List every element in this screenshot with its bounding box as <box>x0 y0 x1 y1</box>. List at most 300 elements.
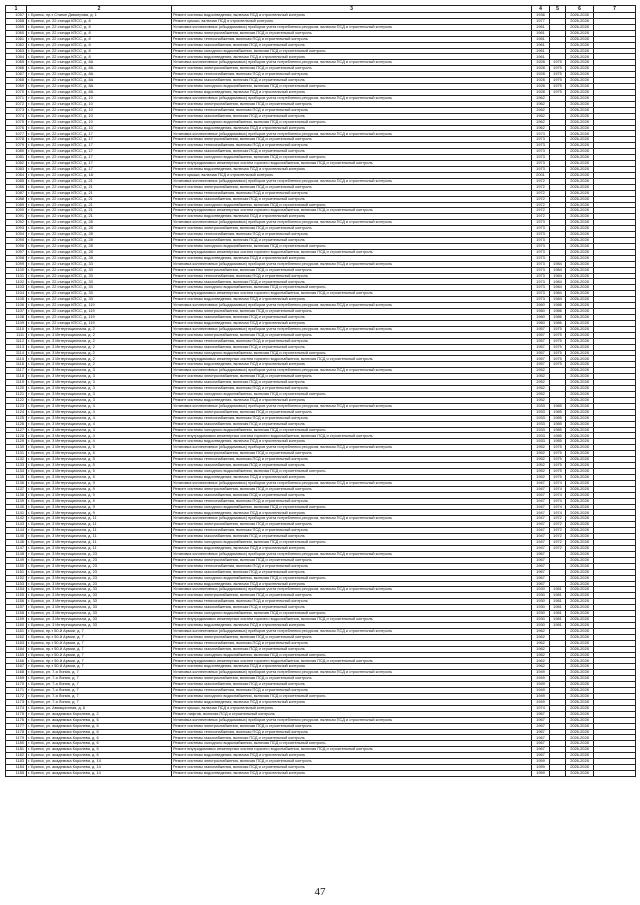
work-type-cell: Ремонт системы холодного водоснабжения, включая ПСД и строительный контроль <box>172 48 532 54</box>
work-type-cell: Установка коллективных (общедомовых) приборов учета потребления ресурсов, включая ПСД и строительный контроль <box>172 628 532 634</box>
column-number: 3 <box>172 6 532 13</box>
overhaul-year-cell: 1975 <box>550 84 566 90</box>
overhaul-year-cell: 1974 <box>550 504 566 510</box>
period-cell: 2026-2028 <box>566 563 594 569</box>
row-number: 1063 <box>6 48 27 54</box>
work-type-cell: Установка коллективных (общедомовых) приборов учета потребления ресурсов, включая ПСД и строительный контроль <box>172 326 532 332</box>
period-cell: 2026-2028 <box>566 66 594 72</box>
address-cell: г. Брянск, ул. 7-я Линия, д. 7 <box>27 676 172 682</box>
build-year-cell: 1959 <box>532 759 550 765</box>
address-cell: г. Брянск, ул. академика Королева, д. 6 <box>27 717 172 723</box>
work-type-cell: Ремонт системы электроснабжения, включая ПСД и строительный контроль <box>172 101 532 107</box>
work-type-cell: Установка коллективных (общедомовых) приборов учета потребления ресурсов, включая ПСД и строительный контроль <box>172 445 532 451</box>
build-year-cell: 1933 <box>532 409 550 415</box>
work-type-cell: Ремонт системы теплоснабжения, включая ПСД и строительный контроль <box>172 273 532 279</box>
address-cell: г. Брянск, ул. 22 съезда КПСС, д. 8 <box>27 18 172 24</box>
build-year-cell: 1973 <box>532 131 550 137</box>
row-number: 1157 <box>6 605 27 611</box>
overhaul-year-cell: 1981 <box>550 611 566 617</box>
period-cell: 2026-2028 <box>566 652 594 658</box>
work-type-cell: Ремонт системы теплоснабжения, включая ПСД и строительный контроль <box>172 107 532 113</box>
overhaul-year-cell: 1975 <box>550 332 566 338</box>
period-cell: 2026-2028 <box>566 397 594 403</box>
period-cell: 2026-2028 <box>566 392 594 398</box>
build-year-cell: 1961 <box>532 24 550 30</box>
period-cell: 2026-2028 <box>566 42 594 48</box>
address-cell: г. Брянск, пр-т 50-й Армии, д. 7 <box>27 664 172 670</box>
work-type-cell: Установка коллективных (общедомовых) приборов учета потребления ресурсов, включая ПСД и строительный контроль <box>172 551 532 557</box>
row-number: 1081 <box>6 155 27 161</box>
overhaul-year-cell: 1986 <box>550 315 566 321</box>
work-type-cell: Ремонт системы газоснабжения, включая ПСД и строительный контроль <box>172 492 532 498</box>
overhaul-year-cell: 1975 <box>550 326 566 332</box>
address-cell: г. Брянск, ул. 3 Интернационала, д. 2 <box>27 326 172 332</box>
address-cell: г. Брянск, ул. 3 Интернационала, д. 4 <box>27 403 172 409</box>
row-number: 1180 <box>6 741 27 747</box>
row-number: 1106 <box>6 303 27 309</box>
work-type-cell: Ремонт системы водоотведения, включая ПСД и строительный контроль <box>172 166 532 172</box>
row-number: 1170 <box>6 682 27 688</box>
address-cell: г. Брянск, ул. 3 Интернационала, д. 33 <box>27 622 172 628</box>
address-cell: г. Брянск, ул. 22 съезда КПСС, д. 119 <box>27 303 172 309</box>
period-cell: 2026-2028 <box>566 54 594 60</box>
build-year-cell: 1962 <box>532 640 550 646</box>
row-number: 1177 <box>6 723 27 729</box>
period-cell: 2026-2028 <box>566 332 594 338</box>
overhaul-year-cell: 1985 <box>550 415 566 421</box>
row-number: 1070 <box>6 89 27 95</box>
work-type-cell: Ремонт системы газоснабжения, включая ПСД и строительный контроль <box>172 735 532 741</box>
work-type-cell: Ремонт системы теплоснабжения, включая ПСД и строительный контроль <box>172 338 532 344</box>
overhaul-year-cell: 1975 <box>550 60 566 66</box>
work-type-cell: Установка коллективных (общедомовых) приборов учета потребления ресурсов, включая ПСД и строительный контроль <box>172 670 532 676</box>
period-cell: 2026-2028 <box>566 421 594 427</box>
period-cell: 2026-2028 <box>566 84 594 90</box>
work-type-cell: Ремонт системы электроснабжения, включая ПСД и строительный контроль <box>172 593 532 599</box>
overhaul-year-cell: 1986 <box>550 303 566 309</box>
row-number: 1159 <box>6 617 27 623</box>
work-type-cell: Ремонт внутридомовых инженерных систем горячего водоснабжения, включая ПСД и строительный контроль <box>172 161 532 167</box>
build-year-cell: 1952 <box>532 474 550 480</box>
period-cell: 2026-2028 <box>566 717 594 723</box>
build-year-cell: 1973 <box>532 261 550 267</box>
overhaul-year-cell: 1985 <box>550 421 566 427</box>
work-type-cell: Ремонт системы газоснабжения, включая ПСД и строительный контроль <box>172 765 532 771</box>
address-cell: г. Брянск, ул. 22 съезда КПСС, д. 17 <box>27 161 172 167</box>
period-cell: 2026-2028 <box>566 611 594 617</box>
work-type-cell: Ремонт системы водоотведения, включая ПСД и строительный контроль <box>172 510 532 516</box>
build-year-cell: 1947 <box>532 534 550 540</box>
period-cell: 2026-2028 <box>566 119 594 125</box>
build-year-cell: 1973 <box>532 232 550 238</box>
work-type-cell: Ремонт системы газоснабжения, включая ПСД и строительный контроль <box>172 238 532 244</box>
row-number: 1094 <box>6 232 27 238</box>
row-number: 1067 <box>6 72 27 78</box>
address-cell: г. Брянск, ул. академика Королева, д. 14 <box>27 765 172 771</box>
address-cell: г. Брянск, пр-т 50-й Армии, д. 7 <box>27 652 172 658</box>
work-type-cell: Ремонт системы электроснабжения, включая ПСД и строительный контроль <box>172 309 532 315</box>
row-number: 1082 <box>6 161 27 167</box>
build-year-cell: 1949 <box>532 676 550 682</box>
row-number: 1167 <box>6 664 27 670</box>
work-type-cell: Ремонт системы теплоснабжения, включая ПСД и строительный контроль <box>172 143 532 149</box>
period-cell: 2026-2028 <box>566 113 594 119</box>
period-cell: 2026-2028 <box>566 741 594 747</box>
work-type-cell: Ремонт системы водоотведения, включая ПСД и строительный контроль <box>172 297 532 303</box>
address-cell: г. Брянск, ул. 3 Интернационала, д. 3 <box>27 368 172 374</box>
address-cell: г. Брянск, ул. 22 съезда КПСС, д. 10 <box>27 95 172 101</box>
row-number: 1102 <box>6 279 27 285</box>
address-cell: г. Брянск, ул. 22 съезда КПСС, д. 8 <box>27 48 172 54</box>
address-cell: г. Брянск, ул. 22 съезда КПСС, д. 8А <box>27 78 172 84</box>
work-type-cell: Установка коллективных (общедомовых) приборов учета потребления ресурсов, включая ПСД и строительный контроль <box>172 516 532 522</box>
period-cell: 2026-2028 <box>566 694 594 700</box>
overhaul-year-cell: 1975 <box>550 66 566 72</box>
work-type-cell: Ремонт системы теплоснабжения, включая ПСД и строительный контроль <box>172 640 532 646</box>
work-type-cell: Ремонт системы газоснабжения, включая ПСД и строительный контроль <box>172 279 532 285</box>
build-year-cell: 1947 <box>532 540 550 546</box>
work-type-cell: Ремонт системы водоотведения, включая ПСД и строительный контроль <box>172 125 532 131</box>
row-number: 1127 <box>6 427 27 433</box>
overhaul-year-cell: 1975 <box>550 89 566 95</box>
work-type-cell: Ремонт системы теплоснабжения, включая ПСД и строительный контроль <box>172 36 532 42</box>
row-number: 1109 <box>6 320 27 326</box>
overhaul-year-cell: 1972 <box>550 540 566 546</box>
period-cell: 2026-2028 <box>566 24 594 30</box>
address-cell: г. Брянск, ул. 3 Интернационала, д. 4 <box>27 427 172 433</box>
period-cell: 2026-2028 <box>566 427 594 433</box>
repair-schedule-table <box>5 5 636 777</box>
period-cell: 2026-2028 <box>566 765 594 771</box>
address-cell: г. Брянск, ул. 3 Интернационала, д. 2 <box>27 338 172 344</box>
build-year-cell: 1961 <box>532 48 550 54</box>
build-year-cell: 1962 <box>532 664 550 670</box>
build-year-cell: 1952 <box>532 468 550 474</box>
period-cell: 2026-2028 <box>566 89 594 95</box>
period-cell: 2026-2028 <box>566 628 594 634</box>
build-year-cell: 1947 <box>532 504 550 510</box>
work-type-cell: Ремонт системы водоотведения, включая ПСД и строительный контроль <box>172 581 532 587</box>
address-cell: г. Брянск, ул. 3 Интернационала, д. 9 <box>27 510 172 516</box>
row-number: 1112 <box>6 338 27 344</box>
period-cell: 2026-2028 <box>566 451 594 457</box>
period-cell: 2026-2028 <box>566 480 594 486</box>
row-number: 1121 <box>6 392 27 398</box>
period-cell: 2026-2028 <box>566 48 594 54</box>
row-number: 1068 <box>6 78 27 84</box>
build-year-cell: 1967 <box>532 717 550 723</box>
address-cell: г. Брянск, ул. 22 съезда КПСС, д. 33 <box>27 279 172 285</box>
work-type-cell: Установка коллективных (общедомовых) приборов учета потребления ресурсов, включая ПСД и строительный контроль <box>172 480 532 486</box>
work-type-cell: Ремонт системы холодного водоснабжения, включая ПСД и строительный контроль <box>172 427 532 433</box>
row-number: 1165 <box>6 652 27 658</box>
work-type-cell: Ремонт системы газоснабжения, включая ПСД и строительный контроль <box>172 421 532 427</box>
work-type-cell: Ремонт внутридомовых инженерных систем горячего водоснабжения, включая ПСД и строительный контроль <box>172 249 532 255</box>
period-cell: 2026-2028 <box>566 155 594 161</box>
address-cell: г. Брянск, ул. 22 съезда КПСС, д. 33 <box>27 291 172 297</box>
period-cell: 2026-2028 <box>566 593 594 599</box>
build-year-cell: 1949 <box>532 670 550 676</box>
period-cell: 2026-2028 <box>566 569 594 575</box>
build-year-cell: 1957 <box>532 338 550 344</box>
row-number: 1074 <box>6 113 27 119</box>
work-type-cell: Ремонт системы водоотведения, включая ПСД и строительный контроль <box>172 771 532 777</box>
period-cell: 2026-2028 <box>566 243 594 249</box>
work-type-cell: Ремонт системы газоснабжения, включая ПСД и строительный контроль <box>172 534 532 540</box>
build-year-cell: 1957 <box>532 326 550 332</box>
work-type-cell: Ремонт системы холодного водоснабжения, включая ПСД и строительный контроль <box>172 504 532 510</box>
address-cell: г. Брянск, ул. 3 Интернационала, д. 23 <box>27 563 172 569</box>
address-cell: г. Брянск, ул. 3 Интернационала, д. 9 <box>27 498 172 504</box>
build-year-cell: 1928 <box>532 60 550 66</box>
work-type-cell: Ремонт системы газоснабжения, включая ПСД и строительный контроль <box>172 42 532 48</box>
build-year-cell: 1930 <box>532 622 550 628</box>
row-number: 1093 <box>6 226 27 232</box>
overhaul-year-cell: 1975 <box>550 356 566 362</box>
work-type-cell: Ремонт системы теплоснабжения, включая ПСД и строительный контроль <box>172 457 532 463</box>
build-year-cell: 1973 <box>532 267 550 273</box>
address-cell: г. Брянск, ул. 22 съезда КПСС, д. 28 <box>27 226 172 232</box>
row-number: 1135 <box>6 474 27 480</box>
period-cell: 2026-2028 <box>566 622 594 628</box>
address-cell: г. Брянск, ул. 22 съезда КПСС, д. 33 <box>27 261 172 267</box>
build-year-cell: 1973 <box>532 249 550 255</box>
row-number: 1128 <box>6 433 27 439</box>
build-year-cell: 1947 <box>532 492 550 498</box>
work-type-cell: Ремонт системы электроснабжения, включая ПСД и строительный контроль <box>172 522 532 528</box>
address-cell: г. Брянск, ул. 22 съезда КПСС, д. 28 <box>27 243 172 249</box>
address-cell: г. Брянск, ул. 22 съезда КПСС, д. 8А <box>27 89 172 95</box>
work-type-cell: Установка коллективных (общедомовых) приборов учета потребления ресурсов, включая ПСД и строительный контроль <box>172 303 532 309</box>
build-year-cell: 1962 <box>532 628 550 634</box>
address-cell: г. Брянск, ул. 22 съезда КПСС, д. 17 <box>27 155 172 161</box>
period-cell: 2026-2028 <box>566 338 594 344</box>
row-number: 1172 <box>6 694 27 700</box>
address-cell: г. Брянск, ул. 3 Интернационала, д. 5 <box>27 457 172 463</box>
work-type-cell: Ремонт системы газоснабжения, включая ПСД и строительный контроль <box>172 380 532 386</box>
address-cell: г. Брянск, ул. 22 съезда КПСС, д. 28 <box>27 255 172 261</box>
period-cell: 2026-2028 <box>566 670 594 676</box>
build-year-cell: 1949 <box>532 682 550 688</box>
row-number: 1147 <box>6 545 27 551</box>
row-number: 1064 <box>6 54 27 60</box>
work-type-cell: Ремонт системы холодного водоснабжения, включая ПСД и строительный контроль <box>172 575 532 581</box>
row-number: 1096 <box>6 243 27 249</box>
build-year-cell: 1952 <box>532 374 550 380</box>
build-year-cell: 1973 <box>532 255 550 261</box>
work-type-cell: Ремонт системы электроснабжения, включая ПСД и строительный контроль <box>172 374 532 380</box>
row-number: 1140 <box>6 504 27 510</box>
work-type-cell: Ремонт системы водоотведения, включая ПСД и строительный контроль <box>172 89 532 95</box>
work-type-cell: Ремонт крыши, включая ПСД и строительный контроль <box>172 172 532 178</box>
work-type-cell: Ремонт системы электроснабжения, включая ПСД и строительный контроль <box>172 759 532 765</box>
period-cell: 2026-2028 <box>566 291 594 297</box>
work-type-cell: Ремонт системы теплоснабжения, включая ПСД и строительный контроль <box>172 528 532 534</box>
address-cell: г. Брянск, ул. 3 Интернационала, д. 33 <box>27 617 172 623</box>
address-cell: г. Брянск, пр-т 50-й Армии, д. 7 <box>27 640 172 646</box>
row-number: 1073 <box>6 107 27 113</box>
row-number: 1173 <box>6 699 27 705</box>
address-cell: г. Брянск, ул. 3 Интернационала, д. 33 <box>27 599 172 605</box>
address-cell: г. Брянск, ул. 7-я Линия, д. 7 <box>27 699 172 705</box>
build-year-cell: 1972 <box>532 208 550 214</box>
work-type-cell: Ремонт внутридомовых инженерных систем горячего водоснабжения, включая ПСД и строительный контроль <box>172 208 532 214</box>
address-cell: г. Брянск, ул. 3 Интернационала, д. 9 <box>27 486 172 492</box>
build-year-cell: 1961 <box>532 36 550 42</box>
work-type-cell: Ремонт системы холодного водоснабжения, включая ПСД и строительный контроль <box>172 243 532 249</box>
address-cell: г. Брянск, ул. 3 Интернационала, д. 9 <box>27 504 172 510</box>
period-cell: 2026-2028 <box>566 753 594 759</box>
work-type-cell: Ремонт системы холодного водоснабжения, включая ПСД и строительный контроль <box>172 611 532 617</box>
period-cell: 2026-2028 <box>566 723 594 729</box>
overhaul-year-cell: 1981 <box>550 599 566 605</box>
build-year-cell: 1930 <box>532 605 550 611</box>
address-cell: г. Брянск, ул. 7-я Линия, д. 7 <box>27 694 172 700</box>
row-number: 1116 <box>6 362 27 368</box>
build-year-cell: 1967 <box>532 735 550 741</box>
overhaul-year-cell: 1984 <box>550 297 566 303</box>
address-cell: г. Брянск, ул. 22 съезда КПСС, д. 119 <box>27 315 172 321</box>
build-year-cell: 1952 <box>532 463 550 469</box>
overhaul-year-cell: 1985 <box>550 433 566 439</box>
period-cell: 2026-2028 <box>566 255 594 261</box>
register-page <box>5 5 635 777</box>
build-year-cell: 1973 <box>532 285 550 291</box>
row-number: 1108 <box>6 315 27 321</box>
address-cell: г. Брянск, ул. 22 съезда КПСС, д. 17 <box>27 143 172 149</box>
row-number: 1146 <box>6 540 27 546</box>
period-cell: 2026-2028 <box>566 214 594 220</box>
overhaul-year-cell: 1972 <box>550 545 566 551</box>
work-type-cell: Ремонт системы теплоснабжения, включая ПСД и строительный контроль <box>172 232 532 238</box>
address-cell: г. Брянск, ул. 3 Интернационала, д. 23 <box>27 569 172 575</box>
period-cell: 2026-2028 <box>566 72 594 78</box>
row-number: 1151 <box>6 569 27 575</box>
work-type-cell: Ремонт системы водоотведения, включая ПСД и строительный контроль <box>172 439 532 445</box>
work-type-cell: Ремонт системы водоотведения, включая ПСД и строительный контроль <box>172 362 532 368</box>
row-number: 1076 <box>6 125 27 131</box>
period-cell: 2026-2028 <box>566 646 594 652</box>
period-cell: 2026-2028 <box>566 504 594 510</box>
row-number: 1182 <box>6 753 27 759</box>
build-year-cell: 1967 <box>532 575 550 581</box>
row-number: 1129 <box>6 439 27 445</box>
build-year-cell: 1972 <box>532 184 550 190</box>
row-number: 1162 <box>6 634 27 640</box>
build-year-cell: 1947 <box>532 545 550 551</box>
work-type-cell: Ремонт внутридомовых инженерных систем горячего водоснабжения, включая ПСД и строительный контроль <box>172 617 532 623</box>
work-type-cell: Ремонт системы электроснабжения, включая ПСД и строительный контроль <box>172 409 532 415</box>
row-number: 1057 <box>6 13 27 19</box>
address-cell: г. Брянск, ул. 3 Интернационала, д. 2 <box>27 344 172 350</box>
period-cell: 2026-2028 <box>566 320 594 326</box>
build-year-cell: 1972 <box>532 196 550 202</box>
overhaul-year-cell: 1972 <box>550 522 566 528</box>
build-year-cell: 1933 <box>532 439 550 445</box>
address-cell: г. Брянск, ул. 22 съезда КПСС, д. 8 <box>27 42 172 48</box>
address-cell: г. Брянск, ул. 22 съезда КПСС, д. 10 <box>27 113 172 119</box>
build-year-cell: 1962 <box>532 658 550 664</box>
page-number: 47 <box>314 886 326 898</box>
build-year-cell: 1952 <box>532 451 550 457</box>
row-number: 1171 <box>6 688 27 694</box>
overhaul-year-cell: 1975 <box>550 78 566 84</box>
row-number: 1122 <box>6 397 27 403</box>
work-type-cell: Ремонт внутридомовых инженерных систем горячего водоснабжения, включая ПСД и строительный контроль <box>172 291 532 297</box>
work-type-cell: Ремонт системы водоотведения, включая ПСД и строительный контроль <box>172 320 532 326</box>
address-cell: г. Брянск, ул. 22 съезда КПСС, д. 17 <box>27 137 172 143</box>
address-cell: г. Брянск, ул. 22 съезда КПСС, д. 21 <box>27 184 172 190</box>
work-type-cell: Ремонт системы электроснабжения, включая ПСД и строительный контроль <box>172 634 532 640</box>
build-year-cell: 1947 <box>532 528 550 534</box>
address-cell: г. Брянск, ул. 22 съезда КПСС, д. 8 <box>27 36 172 42</box>
work-type-cell: Ремонт системы газоснабжения, включая ПСД и строительный контроль <box>172 315 532 321</box>
period-cell: 2026-2028 <box>566 238 594 244</box>
overhaul-year-cell: 1975 <box>550 338 566 344</box>
address-cell: г. Брянск, ул. 3 Интернационала, д. 5 <box>27 451 172 457</box>
address-cell: г. Брянск, ул. 3 Интернационала, д. 23 <box>27 575 172 581</box>
period-cell: 2026-2028 <box>566 735 594 741</box>
work-type-cell: Ремонт системы газоснабжения, включая ПСД и строительный контроль <box>172 149 532 155</box>
row-number: 1158 <box>6 611 27 617</box>
build-year-cell: 1962 <box>532 95 550 101</box>
build-year-cell: 1928 <box>532 66 550 72</box>
overhaul-year-cell: 1984 <box>550 273 566 279</box>
build-year-cell: 1928 <box>532 89 550 95</box>
work-type-cell: Ремонт системы водоотведения, включая ПСД и строительный контроль <box>172 54 532 60</box>
address-cell: г. Брянск, ул. 22 съезда КПСС, д. 21 <box>27 196 172 202</box>
address-cell: г. Брянск, ул. 22 съезда КПСС, д. 8 <box>27 30 172 36</box>
build-year-cell: 1960 <box>532 309 550 315</box>
address-cell: г. Брянск, ул. Авиационная, д. 6 <box>27 705 172 711</box>
row-number: 1123 <box>6 403 27 409</box>
work-type-cell: Ремонт системы электроснабжения, включая ПСД и строительный контроль <box>172 332 532 338</box>
period-cell: 2026-2028 <box>566 344 594 350</box>
overhaul-year-cell: 1984 <box>550 291 566 297</box>
row-number: 1117 <box>6 368 27 374</box>
build-year-cell: 1949 <box>532 699 550 705</box>
address-cell: г. Брянск, ул. 3 Интернационала, д. 11 <box>27 528 172 534</box>
overhaul-year-cell: 1985 <box>550 403 566 409</box>
period-cell: 2026-2028 <box>566 575 594 581</box>
row-number: 1143 <box>6 522 27 528</box>
column-number: 4 <box>532 6 550 13</box>
period-cell: 2026-2028 <box>566 474 594 480</box>
build-year-cell: 1947 <box>532 498 550 504</box>
address-cell: г. Брянск, ул. 3 Интернационала, д. 5 <box>27 463 172 469</box>
address-cell: г. Брянск, ул. 3 Интернационала, д. 33 <box>27 587 172 593</box>
row-number: 1062 <box>6 42 27 48</box>
period-cell: 2026-2028 <box>566 285 594 291</box>
row-number: 1166 <box>6 658 27 664</box>
work-type-cell: Ремонт системы холодного водоснабжения, включая ПСД и строительный контроль <box>172 285 532 291</box>
work-type-cell: Ремонт системы холодного водоснабжения, включая ПСД и строительный контроль <box>172 202 532 208</box>
row-number: 1113 <box>6 344 27 350</box>
period-cell: 2026-2028 <box>566 676 594 682</box>
row-number: 1181 <box>6 747 27 753</box>
row-number: 1099 <box>6 261 27 267</box>
address-cell: г. Брянск, ул. 22 съезда КПСС, д. 8А <box>27 66 172 72</box>
address-cell: г. Брянск, ул. 22 съезда КПСС, д. 21 <box>27 190 172 196</box>
period-cell: 2026-2028 <box>566 516 594 522</box>
period-cell: 2026-2028 <box>566 95 594 101</box>
row-number: 1058 <box>6 18 27 24</box>
period-cell: 2026-2028 <box>566 149 594 155</box>
overhaul-year-cell: 1981 <box>550 622 566 628</box>
period-cell: 2026-2028 <box>566 196 594 202</box>
build-year-cell: 1957 <box>532 344 550 350</box>
build-year-cell: 1936 <box>532 13 550 19</box>
